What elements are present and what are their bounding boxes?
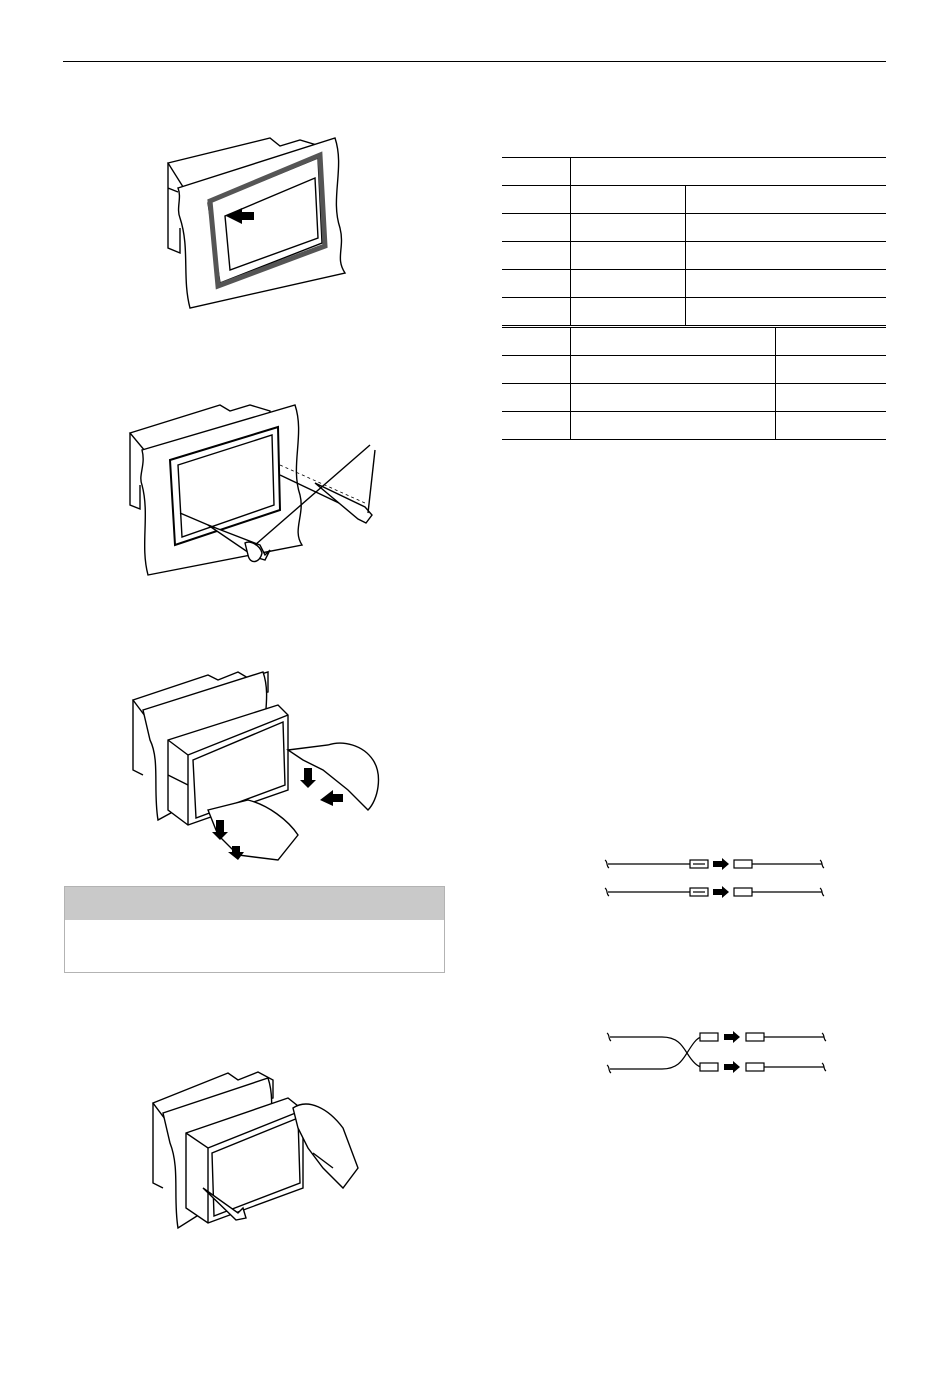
table-cell <box>571 328 776 356</box>
speaker-wire-connectors-icon <box>600 852 830 902</box>
figure-unit-pull-out <box>128 660 398 875</box>
table-cell-pin <box>502 186 571 214</box>
table-cell <box>571 412 776 440</box>
table-row <box>502 356 886 384</box>
table-row <box>502 270 886 298</box>
table-cell <box>776 412 887 440</box>
table-cell-pin <box>502 298 571 326</box>
table-row <box>502 214 886 242</box>
table-cell <box>686 242 887 270</box>
table-cell-pin <box>502 412 571 440</box>
table-row <box>502 186 886 214</box>
table-cell <box>686 270 887 298</box>
table-cell <box>776 356 887 384</box>
table-row <box>502 328 886 356</box>
table-cell <box>571 298 686 326</box>
table-header-row <box>502 158 886 186</box>
note-title-bar <box>65 887 444 920</box>
table-cell-pin <box>502 356 571 384</box>
unit-pull-out-hands-icon <box>128 660 398 875</box>
escutcheon-removal-icon <box>150 128 360 313</box>
table-header-pin <box>502 158 571 186</box>
pin-assignment-table-lower <box>502 327 886 440</box>
figure-extraction-keys <box>120 395 390 585</box>
table-cell-pin <box>502 214 571 242</box>
header-rule <box>63 61 886 62</box>
table-row <box>502 298 886 326</box>
crossed-wire-connectors-icon <box>602 1025 832 1080</box>
table-row <box>502 412 886 440</box>
extraction-keys-insert-icon <box>120 395 390 585</box>
table-cell <box>686 298 887 326</box>
note-box <box>64 886 445 973</box>
table-cell-pin <box>502 384 571 412</box>
table-cell <box>571 384 776 412</box>
table-cell <box>686 186 887 214</box>
figure-escutcheon-removal <box>150 128 360 313</box>
table-cell <box>776 328 887 356</box>
pin-assignment-table <box>502 157 886 326</box>
table-cell-pin <box>502 328 571 356</box>
unit-removal-hand-icon <box>148 1068 368 1233</box>
table-cell <box>571 214 686 242</box>
table-row <box>502 242 886 270</box>
table-cell <box>776 384 887 412</box>
table-header-description <box>571 158 887 186</box>
figure-crossed-wire-connectors <box>602 1025 832 1080</box>
figure-unit-removal <box>148 1068 368 1233</box>
table-cell-pin <box>502 270 571 298</box>
table-cell-pin <box>502 242 571 270</box>
table-cell <box>571 186 686 214</box>
table-cell <box>571 270 686 298</box>
table-cell <box>686 214 887 242</box>
table-cell <box>571 356 776 384</box>
table-cell <box>571 242 686 270</box>
table-row <box>502 384 886 412</box>
figure-wire-connectors <box>600 852 830 902</box>
